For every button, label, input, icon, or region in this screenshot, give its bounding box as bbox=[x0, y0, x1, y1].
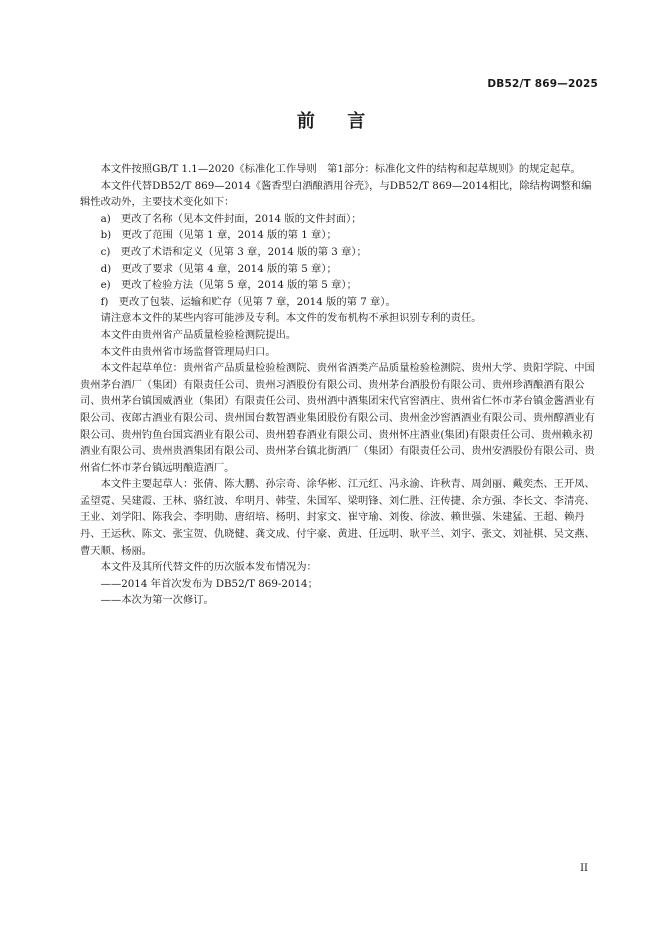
paragraph-managed-by: 本文件由贵州省市场监督管理局归口。 bbox=[100, 345, 276, 358]
change-item-e: e) 更改了检验方法（见第 5 章，2014 版的第 5 章）； bbox=[100, 279, 357, 292]
change-item-f: f) 更改了包装、运输和贮存（见第 7 章，2014 版的第 7 章）。 bbox=[100, 295, 396, 308]
title-char-2: 言 bbox=[347, 111, 366, 132]
paragraph-proposed-by: 本文件由贵州省产品质量检验检测院提出。 bbox=[100, 328, 297, 341]
foreword-body bbox=[80, 161, 600, 609]
change-item-c: c) 更改了术语和定义（见第 3 章，2014 版的第 3 章）； bbox=[100, 245, 367, 258]
history-item-1: ——2014 年首次发布为 DB52/T 869-2014； bbox=[100, 577, 318, 590]
change-item-d: d) 更改了要求（见第 4 章，2014 版的第 5 章）； bbox=[100, 262, 337, 275]
paragraph-history-intro: 本文件及其所代替文件的历次版本发布情况为： bbox=[100, 561, 317, 574]
paragraph-patent-notice: 请注意本文件的某些内容可能涉及专利。本文件的发布机构不承担识别专利的责任。 bbox=[100, 312, 482, 325]
title-char-1: 前 bbox=[296, 111, 315, 132]
paragraph-drafting-rules: 本文件按照GB/T 1.1—2020《标准化工作导则 第1部分：标准化文件的结构和起草规则》的规定起草。 bbox=[100, 163, 581, 175]
page-number: II bbox=[580, 863, 588, 874]
paragraph-drafting-units: 本文件起草单位：贵州省产品质量检验检测院、贵州省酒类产品质量检验检测院、贵州大学、贵阳学院、中国贵州茅台酒厂（集团）有限责任公司、贵州习酒股份有限公司、贵州茅台酒股份有限公司、贵州珍酒酿酒有限公司、贵州茅台镇国威酒业（集团）有限责任公司、贵州酒中酒集团宋代官窖酒庄、贵州省仁怀市茅台镇金酱酒业有限公司、夜郎古酒业有限公司、贵州国台数智酒业集团股份有限公司、贵州金沙窖酒酒业有限公司、贵州醇酒业有限公司、贵州钓鱼台国宾酒业有限公司、贵州碧春酒业有限公司、贵州怀庄酒业(集团)有限责任公司、贵州赖永初酒业有限公司、贵州贵酒集团有限公司、贵州茅台镇北街酒厂（集团）有限责任公司、贵州安酒股份有限公司、贵州省仁怀市茅台镇远明酿造酒厂。 bbox=[80, 362, 595, 474]
document-code: DB52/T 869—2025 bbox=[487, 78, 598, 90]
change-item-b: b) 更改了范围（见第 1 章，2014 版的第 1 章）； bbox=[100, 229, 337, 242]
paragraph-replacement: 本文件代替DB52/T 869—2014《酱香型白酒酿酒用谷壳》，与DB52/T 869—2014相比，除结构调整和编辑性改动外，主要技术变化如下： bbox=[80, 179, 592, 209]
paragraph-drafters: 本文件主要起草人：张倩、陈大鹏、孙宗奇、涂华彬、江元红、冯永渝、许秋青、周剑丽、戴奕杰、王开凤、孟望霓、吴建霞、王林、骆红波、牟明月、韩莹、朱国军、梁明锋、刘仁胜、汪传捷、余方强、李长文、李清亮、王业、刘学阳、陈我会、李明勋、唐绍培、杨明、封家文、崔守瑜、刘俊、徐波、赖世强、朱建猛、王超、赖丹丹、王运秋、陈文、张宝贺、仇晓健、龚文成、付宇豪、黄进、任远明、耿平兰、刘宇、张文、刘祉棋、吴文燕、曹天顺、杨丽。 bbox=[80, 478, 595, 557]
change-item-a: a) 更改了名称（见本文件封面，2014 版的文件封面）； bbox=[100, 212, 362, 225]
history-item-2: ——本次为第一次修订。 bbox=[100, 594, 214, 607]
page-title bbox=[0, 107, 662, 133]
